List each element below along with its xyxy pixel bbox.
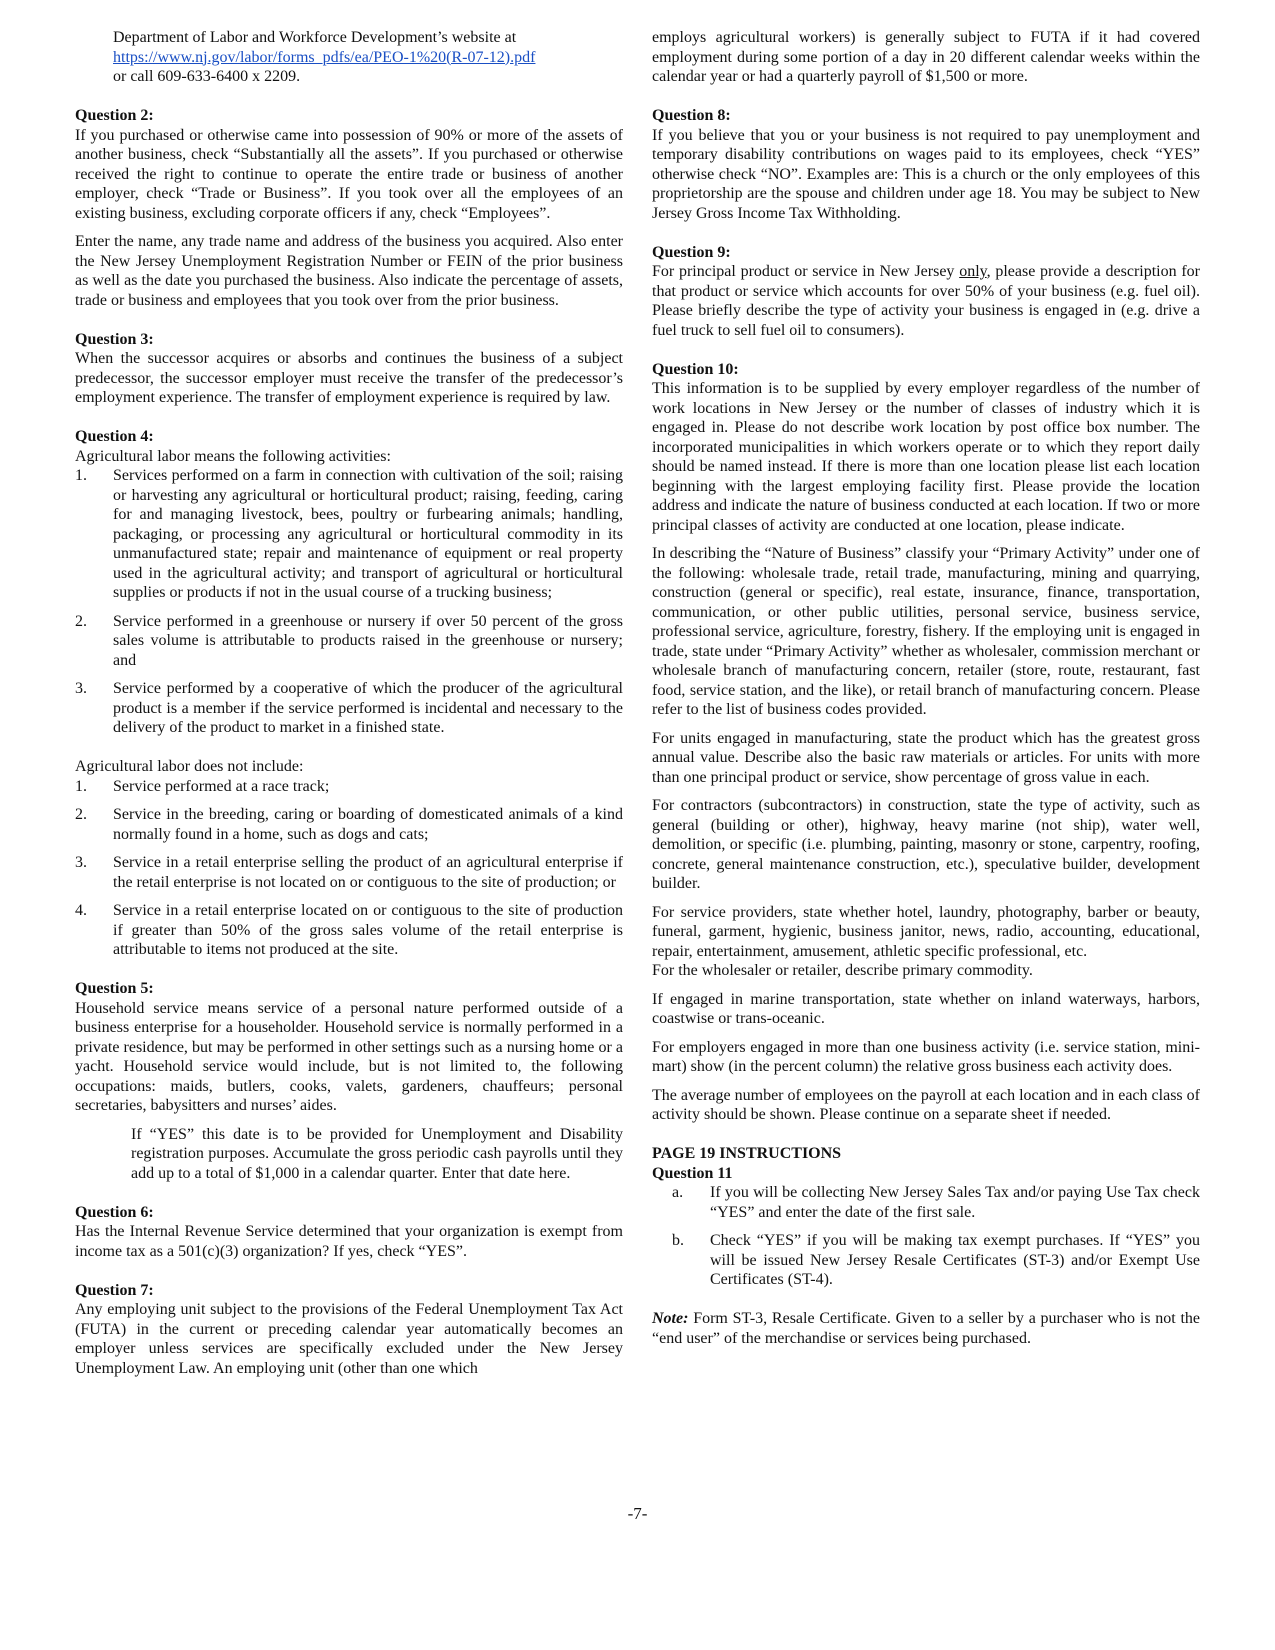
section-heading: Question 8: [652,107,731,124]
section-heading: Question 6: [75,1203,154,1221]
list-item [672,1183,1200,1222]
list-item [75,466,623,603]
note [652,1309,1200,1348]
list-text: Service in a retail enterprise selling the product of an agricultural enterprise if the retail enterprise is not located on or contiguous to the site of production; or [113,854,623,891]
note-label: Note: [652,1310,689,1327]
list-item [75,612,623,671]
paragraph: For contractors (subcontractors) in construction, state the type of activity, such as general (building or other), highway, heavy marine (not ship), water well, demolition, or specific (i.e. plumbing, painting, masonry or stone, carpentry, roofing, concrete, general maintenance construction, etc.), speculative builder, development builder. [652,797,1200,892]
list-text: If you will be collecting New Jersey Sales Tax and/or paying Use Tax check “YES” and enter the date of the first sale. [710,1184,1200,1221]
list-text: Service performed in a greenhouse or nursery if over 50 percent of the gross sales volume is attributable to products raised in the greenhouse or nursery; and [113,612,623,669]
paragraph: employs agricultural workers) is generally subject to FUTA if it had covered employment during some portion of a day in 20 different calendar weeks within the calendar year or had a quarterly payroll of $1,500 or more. [652,29,1200,85]
paragraph: For service providers, state whether hotel, laundry, photography, barber or beauty, funeral, garment, hygienic, business janitor, news, radio, accounting, educational, repair, entertainment, amusement, athletic specific professional, etc. [652,903,1200,960]
paragraph: For the wholesaler or retailer, describe primary commodity. [652,962,1033,979]
list-item [672,1231,1200,1290]
section-heading: Question 11 [652,1164,733,1182]
list-item [75,805,623,844]
list-number: 3. [75,680,87,697]
paragraph-text: , please provide a description for that product or service which accounts for over 50% of your business (e.g. fuel oil). Please briefly describe the type of activity your business is engaged in (e.g. drive a fuel truck to sell fuel oil to consumers). [652,263,1201,339]
list-text: Services performed on a farm in connection with cultivation of the soil; raising or harvesting any agricultural or horticultural product; raising, feeding, caring for and managing livestock, bees, poultry or furbearing animals; handling, packaging, or processing any agricultural or horticultural commodity in its unmanufactured state; repair and maintenance of equipment or real property used in the agricultural activity; and transport of agricultural or horticultural supplies or products if not in the usual course of a trucking business; [113,467,623,601]
paragraph: When the successor acquires or absorbs and continues the business of a subject predecessor, the successor employer must receive the transfer of the predecessor’s employment experience. The transfer of employment experience is required by law. [75,350,623,406]
list-item [75,777,623,797]
list-number: 3. [75,854,87,871]
section-heading: PAGE 19 INSTRUCTIONS [652,1145,842,1162]
section-heading: Question 10: [652,360,739,378]
paragraph: Enter the name, any trade name and address of the business you acquired. Also enter the New Jersey Unemployment Registration Number or FEIN of the prior business as well as the date you purchased the business. Also indicate the percentage of assets, trade or business and employees that you took over from the prior business. [75,233,623,309]
list-number: 2. [75,612,87,630]
page-number: -7- [627,1504,648,1523]
list-number: b. [672,1232,684,1249]
section-heading: Question 2: [75,107,154,124]
list-text: Service performed by a cooperative of which the producer of the agricultural product is a member if the service performed is incidental and necessary to the delivery of the product to market in a finished state. [113,680,623,736]
paragraph: For employers engaged in more than one business activity (i.e. service station, mini-mart) show (in the percent column) the relative gross business each activity does. [652,1038,1200,1075]
note-text: Form ST-3, Resale Certificate. Given to a seller by a purchaser who is not the “end user” of the merchandise or services being purchased. [652,1310,1200,1347]
list-number: 4. [75,902,87,919]
list-number: a. [672,1184,684,1201]
section-heading: Question 4: [75,428,154,445]
paragraph: In describing the “Nature of Business” classify your “Primary Activity” under one of the following: wholesale trade, retail trade, manufacturing, mining and quarrying, construction (general or specific), real estate, insurance, finance, transportation, communication, or other public utilities, personal service, business service, professional service, agriculture, forestry, fishery. If the employing unit is engaged in trade, state under “Primary Activity” whether as wholesaler, commission merchant or wholesale branch of manufacturing concern, retailer (store, route, restaurant, fast food, service station, and the like), or retail branch of manufacturing concern. Please refer to the list of business codes provided. [652,545,1200,718]
paragraph: Any employing unit subject to the provisions of the Federal Unemployment Tax Act (FUTA) in the current or preceding calendar year automatically becomes an employer unless services are specifically excluded under the New Jersey Unemployment Law. An employing unit (other than one which [75,1301,623,1377]
peo-form-link[interactable]: https://www.nj.gov/labor/forms_pdfs/ea/PEO-1%20(R-07-12).pdf [113,48,536,66]
paragraph: Agricultural labor does not include: [75,758,304,775]
section-heading: Question 9: [652,243,731,261]
underlined-word: only [959,263,987,280]
list-text: Service performed at a race track; [113,777,330,795]
indented-paragraph: If “YES” this date is to be provided for Unemployment and Disability registration purposes. Accumulate the gross periodic cash payrolls until they add up to a total of $1,000 in a calendar quarter. Enter that date here. [131,1125,623,1182]
list-item [75,679,623,738]
reference-text: Department of Labor and Workforce Development’s website at [113,29,517,46]
paragraph: Household service means service of a personal nature performed outside of a business enterprise for a householder. Household service is normally performed in a private residence, but may be performed in other settings such as a nursing home or a yacht. Household service would include, but is not limited to, the following occupations: maids, butlers, cooks, valets, gardeners, chauffeurs; personal secretaries, babysitters and nurses’ aides. [75,999,623,1114]
list-number: 1. [75,467,87,484]
list-number: 1. [75,777,87,795]
paragraph-text: For principal product or service in New Jersey [652,263,960,280]
right-column [652,28,1200,1348]
list-number: 2. [75,806,87,823]
list-text: Check “YES” if you will be making tax exempt purchases. If “YES” you will be issued New Jersey Resale Certificates (ST-3) and/or Exempt Use Certificates (ST-4). [710,1232,1200,1288]
list-text: Service in a retail enterprise located on or contiguous to the site of production if greater than 50% of the gross sales volume of the retail enterprise is attributable to items not produced at the site. [113,902,623,958]
paragraph [652,262,1200,340]
paragraph: This information is to be supplied by every employer regardless of the number of work locations in New Jersey or the number of classes of industry which it is engaged in. Please do not describe work location by post office box number. The incorporated municipalities in which workers operate or to which they report daily should be named instead. If there is more than one location please list each location beginning with the largest employing facility first. Please provide the location address and indicate the nature of business conducted at each location. If two or more principal classes of activity are conducted at one location, please indicate. [652,380,1200,534]
paragraph: Agricultural labor means the following activities: [75,447,391,465]
left-column [75,28,623,1378]
paragraph: Has the Internal Revenue Service determined that your organization is exempt from income tax as a 501(c)(3) organization? If yes, check “YES”. [75,1223,623,1260]
section-heading: Question 5: [75,980,154,997]
list-item [75,901,623,960]
paragraph: If engaged in marine transportation, state whether on inland waterways, harbors, coastwise or trans-oceanic. [652,990,1200,1027]
list-item [75,853,623,892]
link-line [113,48,623,68]
section-heading: Question 7: [75,1281,154,1299]
list-text: Service in the breeding, caring or boarding of domesticated animals of a kind normally found in a home, such as dogs and cats; [113,806,623,843]
paragraph: If you believe that you or your business is not required to pay unemployment and temporary disability contributions on wages paid to its employees, check “YES” otherwise check “NO”. Examples are: This is a church or the only employees of this proprietorship are the spouse and children under age 18. You may be subject to New Jersey Gross Income Tax Withholding. [652,126,1200,222]
phone-text: or call 609-633-6400 x 2209. [113,68,301,85]
section-heading: Question 3: [75,330,154,348]
website-reference [113,28,623,87]
paragraph: The average number of employees on the payroll at each location and in each class of activity should be shown. Please continue on a separate sheet if needed. [652,1086,1200,1123]
paragraph: If you purchased or otherwise came into possession of 90% or more of the assets of another business, check “Substantially all the assets”. If you purchased or otherwise received the right to continue to operate the entire trade or business of another employer, check “Trade or Business”. If you took over all the employees of an existing business, excluding corporate officers if any, check “Employees”. [75,126,623,222]
paragraph: For units engaged in manufacturing, state the product which has the greatest gross annual value. Describe also the basic raw materials or articles. For units with more than one principal product or service, show percentage of gross value in each. [652,729,1200,786]
